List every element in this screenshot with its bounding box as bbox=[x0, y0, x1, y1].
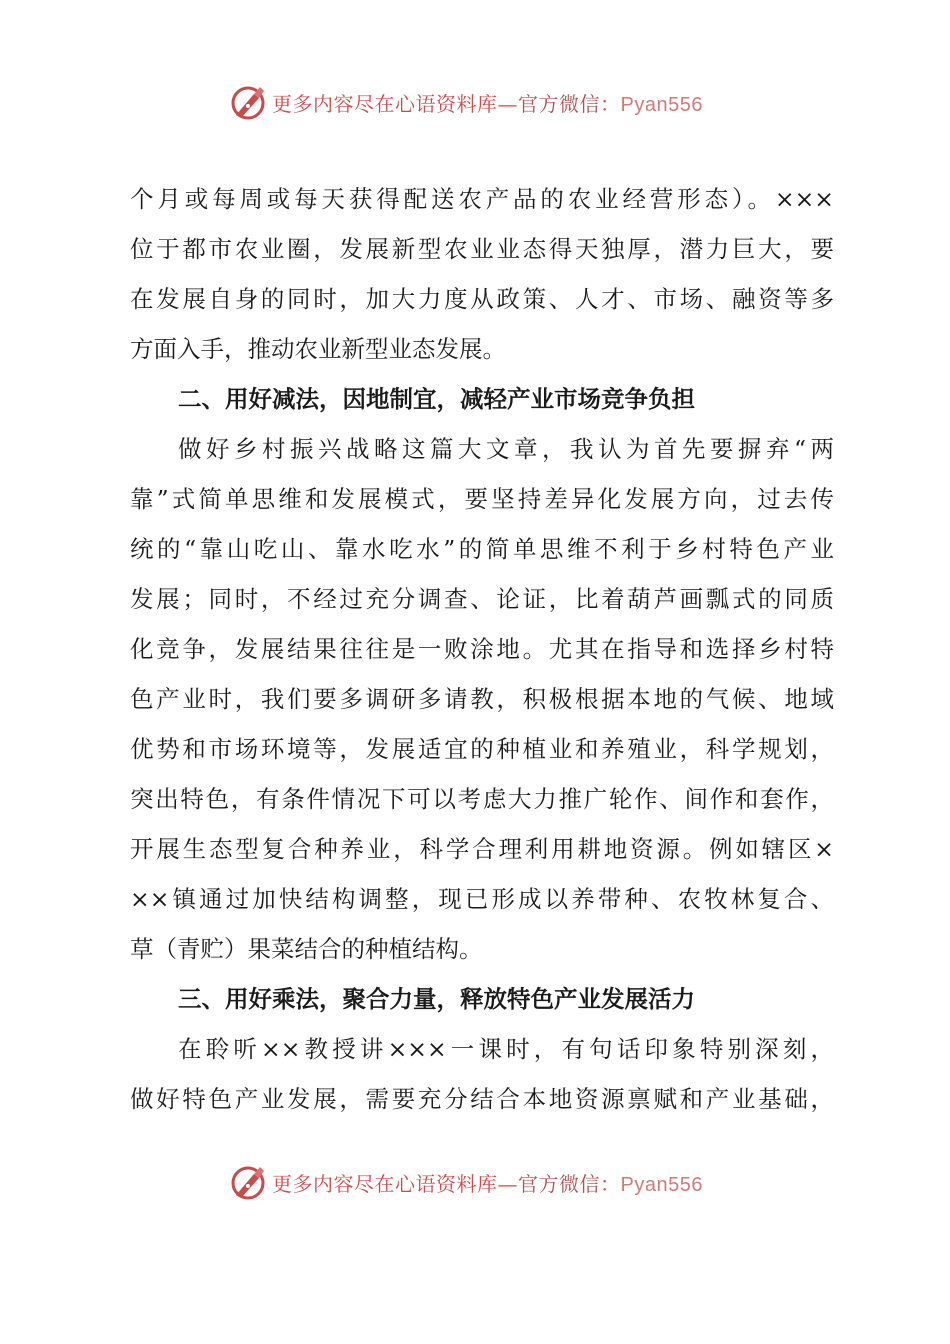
text-line: 色产业时，我们要多调研多请教，积极根据本地的气候、地域 bbox=[130, 685, 834, 713]
banner-text bbox=[272, 1168, 703, 1197]
text-line: 在聆听××教授讲×××一课时，有句话印象特别深刻， bbox=[178, 1035, 834, 1063]
header-banner bbox=[228, 82, 748, 122]
banner-wechat-label: 官方微信： bbox=[518, 91, 621, 116]
banner-wechat-id: Pyan556 bbox=[620, 1173, 703, 1196]
text-line: 化竞争，发展结果往往是一败涂地。尤其在指导和选择乡村特 bbox=[130, 635, 834, 663]
text-line: 个月或每周或每天获得配送农产品的农业经营形态）。××× bbox=[130, 185, 834, 213]
text-line: 发展；同时，不经过充分调查、论证，比着葫芦画瓢式的同质 bbox=[130, 585, 834, 613]
text-line: 草（青贮）果菜结合的种植结构。 bbox=[130, 935, 483, 963]
text-line: 方面入手，推动农业新型业态发展。 bbox=[130, 335, 506, 363]
text-line: 在发展自身的同时，加大力度从政策、人才、市场、融资等多 bbox=[130, 285, 834, 313]
text-line: 做好特色产业发展，需要充分结合本地资源禀赋和产业基础， bbox=[130, 1085, 834, 1113]
banner-dash: — bbox=[497, 91, 518, 116]
text-line: ××镇通过加快结构调整，现已形成以养带种、农牧林复合、 bbox=[130, 885, 834, 913]
paragraph-3 bbox=[130, 1024, 834, 1124]
text-line: 优势和市场环境等，发展适宜的种植业和养殖业，科学规划， bbox=[130, 735, 834, 763]
pen-logo-icon bbox=[228, 82, 268, 122]
paragraph-1 bbox=[130, 174, 834, 374]
banner-wechat-id: Pyan556 bbox=[620, 93, 703, 116]
banner-dash: — bbox=[497, 1171, 518, 1196]
banner-main: 更多内容尽在心语资料库 bbox=[272, 91, 498, 116]
text-line: 统的“靠山吃山、靠水吃水”的简单思维不利于乡村特色产业 bbox=[130, 535, 834, 563]
document-body bbox=[130, 174, 834, 1124]
paragraph-2 bbox=[130, 424, 834, 974]
banner-main: 更多内容尽在心语资料库 bbox=[272, 1171, 498, 1196]
section-heading-3: 三、用好乘法，聚合力量，释放特色产业发展活力 bbox=[178, 985, 695, 1013]
banner-text bbox=[272, 88, 703, 117]
footer-banner bbox=[228, 1162, 748, 1202]
text-line: 靠”式简单思维和发展模式，要坚持差异化发展方向，过去传 bbox=[130, 485, 834, 513]
text-line: 做好乡村振兴战略这篇大文章，我认为首先要摒弃“两 bbox=[178, 435, 834, 463]
text-line: 位于都市农业圈，发展新型农业业态得天独厚，潜力巨大，要 bbox=[130, 235, 834, 263]
pen-logo-icon bbox=[228, 1162, 268, 1202]
section-heading-2: 二、用好减法，因地制宜，减轻产业市场竞争负担 bbox=[178, 385, 695, 413]
banner-wechat-label: 官方微信： bbox=[518, 1171, 621, 1196]
text-line: 开展生态型复合种养业，科学合理利用耕地资源。例如辖区× bbox=[130, 835, 834, 863]
text-line: 突出特色，有条件情况下可以考虑大力推广轮作、间作和套作， bbox=[130, 785, 834, 813]
